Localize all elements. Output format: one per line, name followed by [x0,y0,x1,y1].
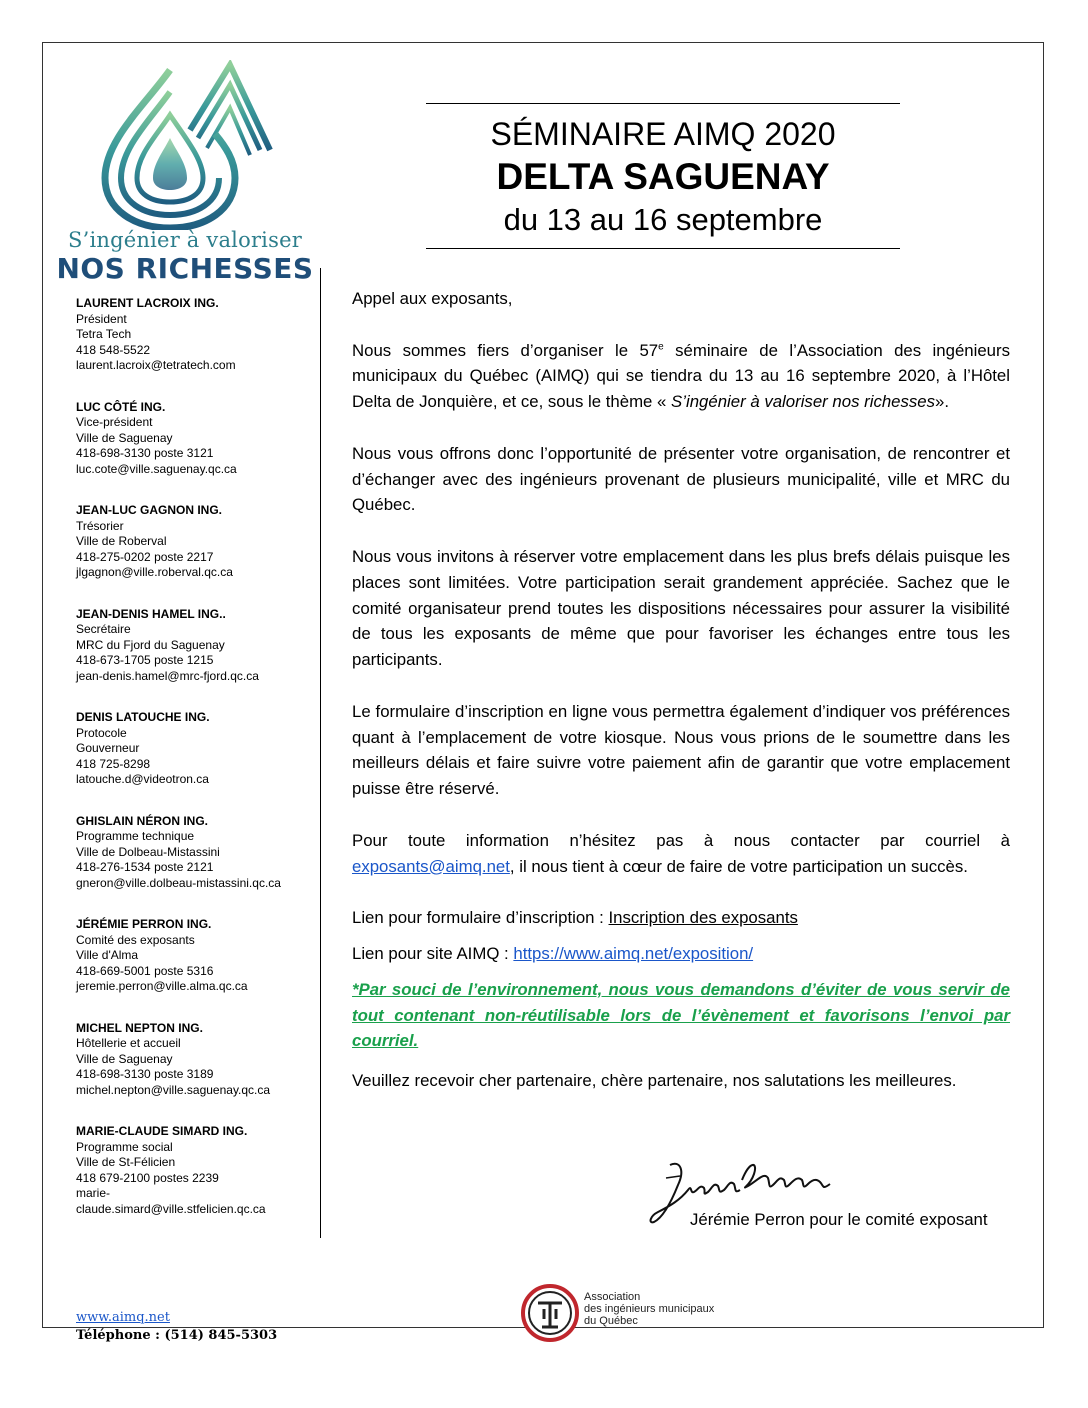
member-email-line1: marie- [76,1186,111,1200]
logo-tagline: S’ingénier à valoriser [68,228,302,252]
paragraph-contact: Pour toute information n’hésitez pas à nous contacter par courriel à exposants@aimq.net, il nous tient à cœur de faire de votre participation un succès. [352,830,1010,876]
member-org: Ville de St-Félicien [76,1155,176,1169]
contact-email-link[interactable]: exposants@aimq.net [352,856,510,876]
paragraph-form: Le formulaire d’inscription en ligne vous permettra également d’indiquer vos préférences quant à l’emplacement de votre kiosque. Nous vous prions de le soumettre dans les meilleurs délais et faire suivre votre paiement afin de garantir que votre emplacement puisse être réservé. [352,701,1010,799]
member-org: MRC du Fjord du Saguenay [76,637,225,652]
water-drop-mountain-icon [95,60,275,230]
member-email: luc.cote@ville.saguenay.qc.ca [76,461,237,476]
member-org: Ville de Roberval [76,534,167,548]
member-name: MICHEL NEPTON ING. [76,1020,203,1035]
theme-text: S’ingénier à valoriser nos richesses [671,392,936,412]
member-email: laurent.lacroix@tetratech.com [76,358,236,372]
member-role: Vice-président [76,415,153,429]
member-phone: 418 679-2100 postes 2239 [76,1170,219,1185]
paragraph-offer: Nous vous offrons donc l’opportunité de présenter votre organisation, de rencontrer et d’échanger avec des ingénieurs provenant de plusieurs municipalité, ville et MRC du Québec. [352,443,1010,515]
paragraph-reserve: Nous vous invitons à réserver votre emplacement dans les plus brefs délais puisque les places sont limitées. Votre participation serait grandement appréciée. Sachez que le comité organisateur prend toutes les dispositions nécessaires pour assurer la visibilité de tous les exposants de même que pour favoriser les échanges entre tous les participants. [352,546,1010,670]
site-link-line: Lien pour site AIMQ : https://www.aimq.net/exposition/ [352,943,754,963]
committee-member [76,503,316,581]
member-role: Hôtellerie et accueil [76,1036,181,1050]
footer-contact [76,1309,277,1345]
title-bottom-rule [426,248,900,249]
closing: Veuillez recevoir cher partenaire, chère partenaire, nos salutations les meilleures. [352,1071,957,1091]
member-org: Gouverneur [76,741,140,755]
member-name: JÉRÉMIE PERRON ING. [76,917,212,931]
member-name: GHISLAIN NÉRON ING. [76,813,209,828]
member-name: JEAN-LUC GAGNON ING. [76,503,223,517]
committee-member [76,710,316,788]
member-phone: 418-698-3130 poste 3189 [76,1067,214,1081]
assoc-name-line3: du Québec [584,1315,638,1327]
committee-member [76,1124,316,1217]
aimq-emblem-icon [520,1283,580,1343]
member-name: LUC CÔTÉ ING. [76,399,166,414]
committee-member [76,296,316,374]
member-role: Trésorier [76,518,124,533]
assoc-name-line1: Association [584,1291,641,1303]
member-role: Protocole [76,725,127,740]
phone-number: Téléphone : (514) 845-5303 [76,1328,278,1343]
member-phone: 418-673-1705 poste 1215 [76,653,214,667]
seminar-venue: DELTA SAGUENAY [496,156,830,197]
member-email: michel.nepton@ville.saguenay.qc.ca [76,1082,271,1097]
member-name: DENIS LATOUCHE ING. [76,710,210,724]
member-name: JEAN-DENIS HAMEL ING.. [76,606,226,621]
member-phone: 418-669-5001 poste 5316 [76,963,214,978]
member-email: jlgagnon@ville.roberval.qc.ca [76,565,233,579]
member-email: latouche.d@videotron.ca [76,772,209,786]
member-email: gneron@ville.dolbeau-mistassini.qc.ca [76,875,281,890]
seminar-title-block [426,103,900,249]
committee-member [76,814,316,892]
website-link[interactable]: www.aimq.net [76,1310,170,1325]
signature-caption: Jérémie Perron pour le comité exposant [690,1210,988,1229]
committee-list [76,296,316,1243]
form-link-line: Lien pour formulaire d’inscription : Inscription des exposants [352,908,798,928]
seminar-dates: du 13 au 16 septembre [503,202,823,237]
member-phone: 418-275-0202 poste 2217 [76,549,214,564]
member-role: Programme technique [76,829,195,843]
title-top-rule [426,103,900,104]
member-name: MARIE-CLAUDE SIMARD ING. [76,1124,248,1138]
member-role: Comité des exposants [76,932,195,947]
column-divider [320,268,321,1238]
association-logo [520,1283,780,1343]
environment-notice: *Par souci de l’environnement, nous vous demandons d’éviter de vous servir de tout contenant non-réutilisable lors de l’évènement et favorisons l’envoi par courriel. [352,979,1010,1051]
member-name: LAURENT LACROIX ING. [76,296,219,310]
member-email: jean-denis.hamel@mrc-fjord.qc.ca [76,668,259,683]
member-org: Ville d'Alma [76,948,139,962]
registration-form-link[interactable]: Inscription des exposants [608,908,798,928]
seminar-title: SÉMINAIRE AIMQ 2020 [490,116,836,152]
member-email: jeremie.perron@ville.alma.qc.ca [76,979,248,993]
committee-member [76,400,316,478]
greeting: Appel aux exposants, [352,289,513,308]
member-org: Ville de Saguenay [76,1051,173,1066]
member-phone: 418 725-8298 [76,756,151,771]
committee-member [76,607,316,685]
member-org: Tetra Tech [76,327,132,341]
member-role: Président [76,311,127,326]
letter-body [352,286,1010,1104]
logo-brand: NOS RICHESSES [56,252,314,285]
member-role: Programme social [76,1139,173,1154]
paragraph-intro: Nous sommes fiers d’organiser le 57e séminaire de l’Association des ingénieurs municipaux du Québec (AIMQ) qui se tiendra du 13 au 16 septembre 2020, à l’Hôtel Delta de Jonquière, et ce, sous le thème « S’ingénier à valoriser nos richesses». [352,340,1010,412]
assoc-name-line2: des ingénieurs municipaux [584,1303,715,1315]
member-phone: 418 548-5522 [76,342,151,357]
member-phone: 418-276-1534 poste 2121 [76,860,214,874]
committee-member [76,1021,316,1099]
committee-member [76,917,316,995]
member-org: Ville de Dolbeau-Mistassini [76,844,220,859]
aimq-site-link[interactable]: https://www.aimq.net/exposition/ [513,943,754,963]
member-phone: 418-698-3130 poste 3121 [76,446,214,460]
member-org: Ville de Saguenay [76,430,173,445]
member-role: Secrétaire [76,622,131,636]
member-email-line2: claude.simard@ville.stfelicien.qc.ca [76,1201,266,1216]
seminar-logo [50,60,320,290]
